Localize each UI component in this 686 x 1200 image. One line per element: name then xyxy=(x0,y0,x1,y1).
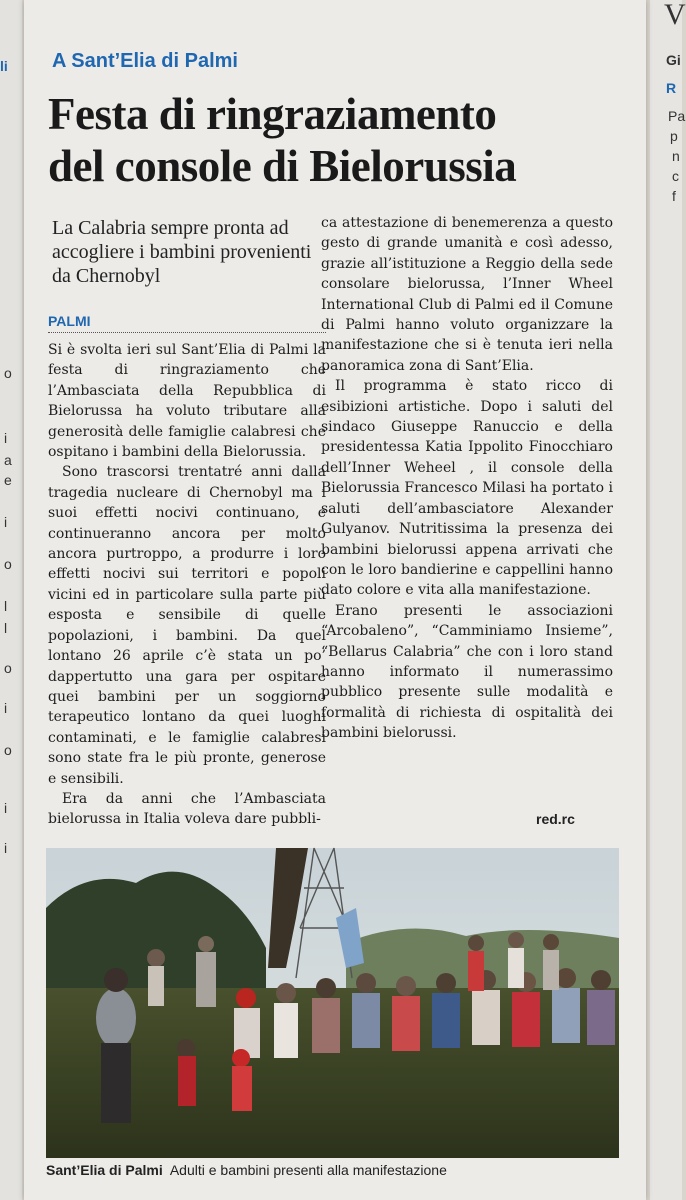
previous-page-edge xyxy=(0,0,22,1200)
caption-text: Adulti e bambini presenti alla manifestazione xyxy=(169,1162,447,1178)
prev-page-fragment: o xyxy=(4,742,12,758)
headline-line: del console di Bielorussia xyxy=(48,141,517,191)
article-subheadline: La Calabria sempre pronta ad accogliere i bambini provenienti da Chernobyl xyxy=(52,217,312,287)
newspaper-page xyxy=(24,0,646,1200)
article-paragraph: Si è svolta ieri sul Sant’Elia di Palmi la festa di ringraziamento che l’Ambasciata della Repubblica di Bielorussa ha voluto tributare alla generosità delle famiglie calabresi che ospitano i bambini della Bielorussia. xyxy=(48,342,326,461)
photo-caption xyxy=(46,1162,646,1178)
article-column-left xyxy=(48,340,326,830)
article-paragraph: Erano presenti le associazioni “Arcobaleno”, “Camminiamo Insieme”, “Bellarus Calabria” che con i loro stand hanno informato il numerassimo pubblico presente sulle modalità e formalità di richiesta di ospitalità dei bambini bielorussi. xyxy=(321,602,613,742)
article-column-right xyxy=(321,213,613,744)
next-page-fragment: p xyxy=(670,128,678,144)
next-page-fragment: V xyxy=(664,0,686,31)
prev-page-fragment: i xyxy=(4,514,8,530)
prev-page-fragment: a xyxy=(4,452,12,468)
article-paragraph: Era da anni che l’Ambasciata bielorussa in Italia voleva dare pubbli- xyxy=(48,790,326,828)
next-page-fragment: f xyxy=(672,188,676,204)
prev-page-fragment: o xyxy=(4,365,12,381)
next-page-fragment: Pa xyxy=(668,108,686,124)
prev-page-fragment: l xyxy=(4,620,8,636)
caption-place: Sant’Elia di Palmi xyxy=(46,1162,163,1178)
next-page-fragment: c xyxy=(672,168,679,184)
prev-page-fragment: e xyxy=(4,472,12,488)
prev-page-fragment: l xyxy=(4,598,8,614)
next-page-fragment: n xyxy=(672,148,680,164)
prev-page-fragment: o xyxy=(4,556,12,572)
article-byline: red.rc xyxy=(536,811,575,827)
prev-page-fragment: i xyxy=(4,430,8,446)
article-paragraph: Il programma è stato ricco di esibizioni artistiche. Dopo i saluti del sindaco Giuseppe Ranuccio e della presidentessa Katia Ippolito Finocchiaro dell’Inner Weheel , il console della Bielorussia Francesco Milasi ha portato i saluti dell’ambasciatore Alexander Gulyanov. Nutritissima la presenza dei bambini bielorussi appena arrivati che con le loro bandierine e cappellini hanno dato colore e vita alla manifestazione. xyxy=(321,378,613,599)
next-page-fragment: Gi xyxy=(666,52,681,68)
prev-page-fragment: i xyxy=(4,840,8,856)
article-paragraph: ca attestazione di benemerenza a questo gesto di grande umanità e così adesso, grazie all’istituzione a Reggio della sede consolare bielorussa, l’Inner Wheel International Club di Palmi ed il Comune di Palmi hanno voluto organizzare la manifestazione che si è tenuta ieri nella panoramica zona di Sant’Elia. xyxy=(321,215,613,374)
headline-line: Festa di ringraziamento xyxy=(48,89,497,139)
next-page-fragment: R xyxy=(666,80,677,96)
prev-page-fragment: i xyxy=(4,800,8,816)
prev-page-fragment: li xyxy=(0,58,8,74)
article-paragraph: Sono trascorsi trentatré anni dalla tragedia nucleare di Chernobyl ma i suoi effetti nocivi continuano, e continueranno ancora per molto ancora purtroppo, a produrre i loro effetti nocivi sui territori e popoli vicini ed in particolare sulla parte più esposta e sensibile di quelle popolazioni, i bambini. Da quel lontano 26 aprile c’è stata un po’ dappertutto una gara per ospitare quei bambini per un soggiorno terapeutico lontano da quei luoghi contaminati, e le famiglie calabresi sono state fra le più pronte, generose e sensibili. xyxy=(48,464,326,787)
prev-page-fragment: i xyxy=(4,700,8,716)
next-page-edge xyxy=(650,0,686,1200)
article-kicker: A Sant’Elia di Palmi xyxy=(52,50,238,72)
event-photo xyxy=(46,848,619,1158)
article-headline xyxy=(48,88,628,192)
section-label: PALMI xyxy=(48,313,326,333)
prev-page-fragment: o xyxy=(4,660,12,676)
